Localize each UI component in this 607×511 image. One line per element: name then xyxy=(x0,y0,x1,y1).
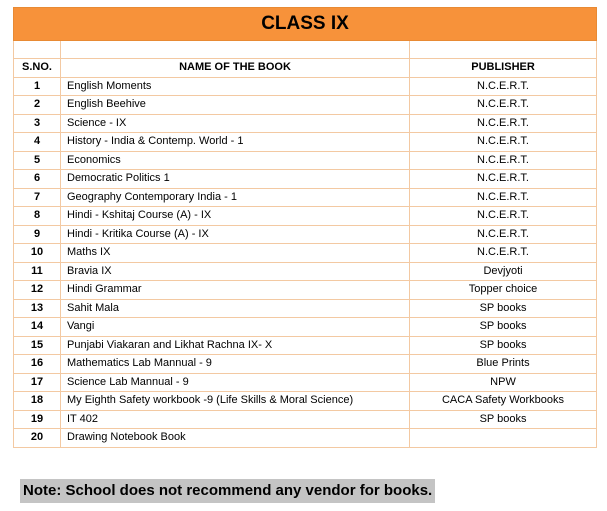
table-row xyxy=(14,188,597,207)
row-sno: 11 xyxy=(14,262,61,281)
header-publisher: PUBLISHER xyxy=(410,59,597,78)
table-row xyxy=(14,281,597,300)
table-row xyxy=(14,318,597,337)
row-sno: 7 xyxy=(14,188,61,207)
table-row xyxy=(14,410,597,429)
vendor-note: Note: School does not recommend any vendor for books. xyxy=(20,479,435,503)
row-publisher: N.C.E.R.T. xyxy=(410,188,597,207)
row-publisher: N.C.E.R.T. xyxy=(410,244,597,263)
row-sno: 12 xyxy=(14,281,61,300)
table-row xyxy=(14,207,597,226)
row-publisher: Topper choice xyxy=(410,281,597,300)
row-book-name: Sahit Mala xyxy=(61,299,410,318)
row-publisher: SP books xyxy=(410,336,597,355)
row-publisher: SP books xyxy=(410,410,597,429)
row-book-name: English Beehive xyxy=(61,96,410,115)
row-sno: 18 xyxy=(14,392,61,411)
row-book-name: Geography Contemporary India - 1 xyxy=(61,188,410,207)
table-row xyxy=(14,133,597,152)
row-sno: 15 xyxy=(14,336,61,355)
row-publisher: Devjyoti xyxy=(410,262,597,281)
row-publisher: CACA Safety Workbooks xyxy=(410,392,597,411)
header-sno: S.NO. xyxy=(14,59,61,78)
row-book-name: English Moments xyxy=(61,77,410,96)
table-row xyxy=(14,373,597,392)
row-book-name: Science Lab Mannual - 9 xyxy=(61,373,410,392)
row-sno: 16 xyxy=(14,355,61,374)
row-book-name: Hindi - Kshitaj Course (A) - IX xyxy=(61,207,410,226)
row-book-name: Democratic Politics 1 xyxy=(61,170,410,189)
row-sno: 17 xyxy=(14,373,61,392)
table-row xyxy=(14,77,597,96)
row-sno: 5 xyxy=(14,151,61,170)
row-book-name: History - India & Contemp. World - 1 xyxy=(61,133,410,152)
row-publisher: Blue Prints xyxy=(410,355,597,374)
row-publisher: N.C.E.R.T. xyxy=(410,96,597,115)
row-publisher: N.C.E.R.T. xyxy=(410,151,597,170)
row-publisher: NPW xyxy=(410,373,597,392)
table-row xyxy=(14,96,597,115)
table-row xyxy=(14,429,597,448)
book-list-table xyxy=(13,7,597,448)
table-row xyxy=(14,299,597,318)
row-publisher: SP books xyxy=(410,299,597,318)
header-book-name: NAME OF THE BOOK xyxy=(61,59,410,78)
row-book-name: Bravia IX xyxy=(61,262,410,281)
row-sno: 8 xyxy=(14,207,61,226)
row-publisher: N.C.E.R.T. xyxy=(410,77,597,96)
row-book-name: Economics xyxy=(61,151,410,170)
blank-cell xyxy=(14,41,61,59)
row-book-name: Vangi xyxy=(61,318,410,337)
row-sno: 2 xyxy=(14,96,61,115)
blank-row xyxy=(14,41,597,59)
row-publisher: N.C.E.R.T. xyxy=(410,207,597,226)
row-publisher: N.C.E.R.T. xyxy=(410,133,597,152)
row-book-name: Mathematics Lab Mannual - 9 xyxy=(61,355,410,374)
table-row xyxy=(14,114,597,133)
row-sno: 3 xyxy=(14,114,61,133)
row-book-name: Punjabi Viakaran and Likhat Rachna IX- X xyxy=(61,336,410,355)
row-publisher: N.C.E.R.T. xyxy=(410,225,597,244)
row-publisher xyxy=(410,429,597,448)
row-sno: 1 xyxy=(14,77,61,96)
table-row xyxy=(14,244,597,263)
table-row xyxy=(14,225,597,244)
row-sno: 10 xyxy=(14,244,61,263)
blank-cell xyxy=(410,41,597,59)
table-row xyxy=(14,392,597,411)
row-publisher: N.C.E.R.T. xyxy=(410,114,597,133)
table-row xyxy=(14,262,597,281)
row-book-name: Science - IX xyxy=(61,114,410,133)
row-publisher: SP books xyxy=(410,318,597,337)
row-book-name: IT 402 xyxy=(61,410,410,429)
row-sno: 14 xyxy=(14,318,61,337)
table-row xyxy=(14,336,597,355)
row-sno: 19 xyxy=(14,410,61,429)
row-publisher: N.C.E.R.T. xyxy=(410,170,597,189)
row-book-name: Hindi Grammar xyxy=(61,281,410,300)
row-book-name: My Eighth Safety workbook -9 (Life Skills & Moral Science) xyxy=(61,392,410,411)
book-rows xyxy=(14,77,597,447)
row-sno: 9 xyxy=(14,225,61,244)
table-row xyxy=(14,170,597,189)
row-sno: 13 xyxy=(14,299,61,318)
table-row xyxy=(14,151,597,170)
row-book-name: Maths IX xyxy=(61,244,410,263)
row-sno: 20 xyxy=(14,429,61,448)
row-book-name: Drawing Notebook Book xyxy=(61,429,410,448)
class-title: CLASS IX xyxy=(14,8,597,41)
row-sno: 6 xyxy=(14,170,61,189)
row-sno: 4 xyxy=(14,133,61,152)
blank-cell xyxy=(61,41,410,59)
header-row xyxy=(14,59,597,78)
table-row xyxy=(14,355,597,374)
row-book-name: Hindi - Kritika Course (A) - IX xyxy=(61,225,410,244)
